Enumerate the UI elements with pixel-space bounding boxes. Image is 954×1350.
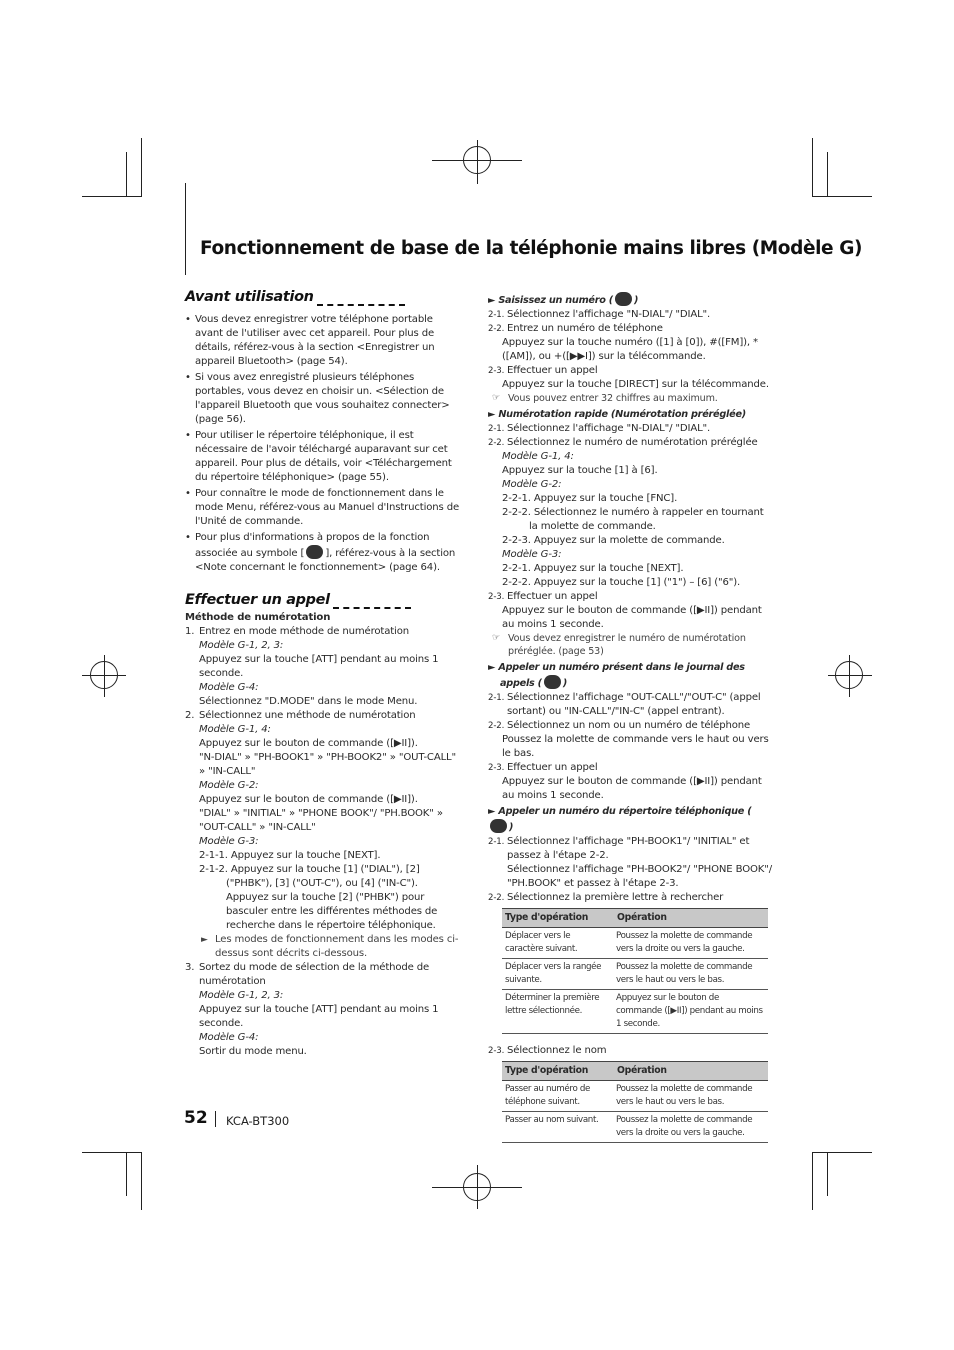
right-column <box>488 290 772 1145</box>
model-label: Modèle G-2: <box>199 780 259 791</box>
step-3: 3. Sortez du mode de sélection de la méthode de numérotation <box>185 962 430 987</box>
instruction: Poussez la molette de commande vers le haut ou vers le bas. <box>502 734 769 759</box>
instruction: Appuyez sur la touche [1] à [6]. <box>502 465 658 476</box>
arrow-icon: ► <box>488 295 499 306</box>
model-label: Modèle G-1, 2, 3: <box>199 640 284 651</box>
instruction: 2-2-1. Appuyez sur la touche [NEXT]. <box>502 563 684 574</box>
column-header: Type d'opération <box>502 1062 614 1081</box>
subheading-journal-appels-cont: appels ( ) <box>488 675 772 691</box>
table-row: Déterminer la première lettre sélectionnée. Appuyez sur le bouton de commande ([▶II]) pendant au moins 1 seconde. <box>502 990 768 1034</box>
instruction: 2-1-1. Appuyez sur la touche [NEXT]. <box>199 850 381 861</box>
substep: 2-3. Effectuer un appel <box>488 591 598 602</box>
list-item: • Pour utiliser le répertoire téléphonique, il est nécessaire de l'avoir téléchargé auparavant sur cet appareil. Pour plus de détails, voir <Téléchargement du répertoire téléphonique> (page 55). <box>185 429 463 485</box>
list-item: • Pour plus d'informations à propos de la fonction associée au symbole [ ], référez-vous à la section <Note concernant le fonctionnement> (page 64). <box>185 531 463 575</box>
instruction: "N-DIAL" » "PH-BOOK1" » "PH-BOOK2" » "OUT-CALL" » "IN-CALL" <box>199 752 457 777</box>
list-item: • Si vous avez enregistré plusieurs téléphones portables, vous devez en choisir un. <Sélection de l'appareil Bluetooth que vous souhaitez connecter> (page 56). <box>185 371 463 427</box>
substep: 2-3. Sélectionnez le nom <box>488 1045 607 1056</box>
model-label: Modèle G-1, 2, 3: <box>199 990 284 1001</box>
model-label: Modèle G-4: <box>199 682 259 693</box>
column-header: Type d'opération <box>502 909 614 928</box>
model-label: Modèle G-2: <box>502 479 562 490</box>
note: ☞ Vous pouvez entrer 32 chiffres au maximum. <box>492 393 718 404</box>
arrow-icon: ► <box>488 662 499 673</box>
substep: 2-2. Sélectionnez la première lettre à rechercher <box>488 892 724 903</box>
substep: 2-3. Effectuer un appel <box>488 762 598 773</box>
page-title: Fonctionnement de base de la téléphonie mains libres (Modèle G) <box>200 238 863 259</box>
page-number: 52 <box>184 1108 208 1128</box>
phone-symbol-icon <box>544 675 561 689</box>
model-label: Modèle G-3: <box>502 549 562 560</box>
substep: 2-3. Effectuer un appel <box>488 365 598 376</box>
note-icon: ☞ <box>492 393 500 403</box>
table-row: Passer au numéro de téléphone suivant. Poussez la molette de commande vers le haut ou vers le bas. <box>502 1081 768 1112</box>
instruction: 2-2-1. Appuyez sur la touche [FNC]. <box>502 493 678 504</box>
note-icon: ☞ <box>492 633 500 643</box>
column-header: Opération <box>614 1062 768 1081</box>
instruction: 2-2-2. Sélectionnez le numéro à rappeler en tournant la molette de commande. <box>502 507 764 532</box>
list-item: • Vous devez enregistrer votre téléphone portable avant de l'utiliser avec cet appareil. Pour plus de détails, référez-vous à la section <Enregistrer un appareil Bluetooth> (page 54). <box>185 313 463 369</box>
model-label: Modèle G-1, 4: <box>502 451 574 462</box>
substep: 2-1. Sélectionnez l'affichage "OUT-CALL"/"OUT-C" (appel sortant) ou "IN-CALL"/"IN-C" (appel entrant). <box>488 692 761 717</box>
note: ☞ Vous devez enregistrer le numéro de numérotation préréglée. (page 53) <box>492 633 746 657</box>
substep: 2-2. Sélectionnez le numéro de numérotation préréglée <box>488 437 758 448</box>
model-label: Modèle G-1, 4: <box>199 724 271 735</box>
table-row: Déplacer vers la rangée suivante. Poussez la molette de commande vers le haut ou vers le bas. <box>502 959 768 990</box>
instruction: 2-2-2. Appuyez sur la touche [1] ("1") – [6] ("6"). <box>502 577 741 588</box>
column-header: Opération <box>614 909 768 928</box>
table-row: Déplacer vers le caractère suivant. Poussez la molette de commande vers la droite ou vers la gauche. <box>502 928 768 959</box>
instruction: Sélectionnez "D.MODE" dans le mode Menu. <box>199 696 418 707</box>
list-item: • Pour connaître le mode de fonctionnement dans le mode Menu, référez-vous au Manuel d'Instructions de l'Unité de commande. <box>185 487 463 529</box>
instruction: Appuyez sur le bouton de commande ([▶II]). <box>199 738 418 749</box>
heading-effectuer-un-appel: Effectuer un appel <box>185 591 463 609</box>
step-1: 1. Entrez en mode méthode de numérotation <box>185 626 409 637</box>
instruction: Sortir du mode menu. <box>199 1046 307 1057</box>
instruction: "DIAL" » "INITIAL" » "PHONE BOOK"/ "PH.BOOK" » "OUT-CALL" » "IN-CALL" <box>199 808 443 833</box>
instruction: Appuyez sur le bouton de commande ([▶II]) pendant au moins 1 seconde. <box>502 605 762 630</box>
note: ► Les modes de fonctionnement dans les modes ci-dessus sont décrits ci-dessous. <box>201 934 459 959</box>
model-label: Modèle G-3: <box>199 836 259 847</box>
model-label: Modèle G-4: <box>199 1032 259 1043</box>
subheading-numerotation-rapide: ► Numérotation rapide (Numérotation préréglée) <box>488 409 746 420</box>
operation-table <box>502 1061 768 1143</box>
subheading-journal-appels: ► Appeler un numéro présent dans le journal des <box>488 662 745 673</box>
instruction: Appuyez sur le bouton de commande ([▶II]). <box>199 794 418 805</box>
instruction: Appuyez sur la touche [DIRECT] sur la télécommande. <box>502 379 769 390</box>
method-heading: Méthode de numérotation <box>185 612 331 623</box>
arrow-icon: ► <box>488 806 499 817</box>
substep: 2-1. Sélectionnez l'affichage "N-DIAL"/ "DIAL". <box>488 423 711 434</box>
instruction: Appuyez sur la touche [ATT] pendant au moins 1 seconde. <box>199 1004 439 1029</box>
subheading-repertoire: ► Appeler un numéro du répertoire téléphonique () <box>488 806 752 833</box>
substep: 2-1. Sélectionnez l'affichage "PH-BOOK1"/ "INITIAL" et passez à l'étape 2-2. <box>488 836 750 861</box>
arrow-icon: ► <box>488 409 499 420</box>
arrow-icon: ► <box>201 935 208 945</box>
phone-symbol-icon <box>615 292 632 306</box>
instruction: 2-1-2. Appuyez sur la touche [1] ("DIAL"), [2] ("PHBK"), [3] ("OUT-C"), ou [4] ("IN-C"). <box>199 864 420 889</box>
model-number: KCA-BT300 <box>226 1114 290 1128</box>
instruction: Appuyez sur la touche numéro ([1] à [0]), #([FM]), *([AM]), ou +([▶▶I]) sur la télécommande. <box>502 337 758 362</box>
phone-symbol-icon <box>490 819 507 833</box>
instruction: Appuyez sur la touche [2] ("PHBK") pour basculer entre les différentes méthodes de recherche dans le répertoire téléphonique. <box>226 892 438 931</box>
step-2: 2. Sélectionnez une méthode de numérotation <box>185 710 416 721</box>
operation-table <box>502 908 768 1034</box>
substep: 2-1. Sélectionnez l'affichage "N-DIAL"/ "DIAL". <box>488 309 711 320</box>
phone-symbol-icon <box>306 545 323 559</box>
substep: 2-2. Sélectionnez un nom ou un numéro de téléphone <box>488 720 751 731</box>
instruction: Sélectionnez l'affichage "PH-BOOK2"/ "PHONE BOOK"/ "PH.BOOK" et passez à l'étape 2-3. <box>507 864 772 889</box>
instruction: Appuyez sur le bouton de commande ([▶II]) pendant au moins 1 seconde. <box>502 776 762 801</box>
heading-avant-utilisation: Avant utilisation <box>185 288 463 306</box>
table-row: Passer au nom suivant. Poussez la molette de commande vers la droite ou vers la gauche. <box>502 1112 768 1143</box>
subheading-saisissez: ► Saisissez un numéro ( ) <box>488 292 772 308</box>
left-column <box>185 288 463 1059</box>
instruction: 2-2-3. Appuyez sur la molette de commande. <box>502 535 725 546</box>
instruction: Appuyez sur la touche [ATT] pendant au moins 1 seconde. <box>199 654 439 679</box>
substep: 2-2. Entrez un numéro de téléphone <box>488 323 663 334</box>
